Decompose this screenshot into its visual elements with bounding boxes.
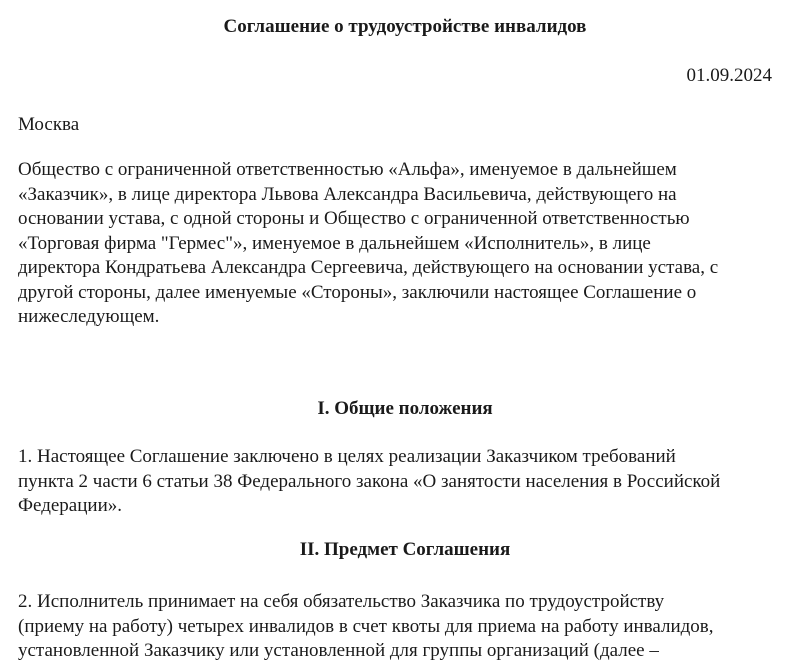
section-2-paragraph (18, 590, 788, 664)
section-1-line: Федерации». (18, 495, 122, 516)
preamble-line: Общество с ограниченной ответственностью «Альфа», именуемое в дальнейшем (18, 159, 677, 180)
document-date: 01.09.2024 (686, 65, 772, 86)
preamble-line: директора Кондратьева Александра Сергеевича, действующего на основании устава, с (18, 257, 719, 278)
section-2-line: (приему на работу) четырех инвалидов в счет квоты для приема на работу инвалидов, (18, 615, 714, 637)
document-title: Соглашение о трудоустройстве инвалидов (223, 16, 587, 37)
section-1-paragraph (18, 445, 788, 519)
preamble-line: «Торговая фирма "Гермес"», именуемое в дальнейшем «Исполнитель», в лице (18, 232, 651, 254)
section-1-heading: I. Общие положения (317, 398, 493, 419)
section-1-line: 1. Настоящее Соглашение заключено в целях реализации Заказчиком требований (18, 446, 676, 467)
section-2-line: 2. Исполнитель принимает на себя обязательство Заказчика по трудоустройству (18, 591, 665, 612)
section-2-heading: II. Предмет Соглашения (299, 539, 511, 560)
preamble-line: «Заказчик», в лице директора Львова Александра Васильевича, действующего на (18, 183, 677, 205)
preamble-line: другой стороны, далее именуемые «Стороны», заключили настоящее Соглашение о (18, 281, 697, 303)
section-1-line: пункта 2 части 6 статьи 38 Федерального закона «О занятости населения в Российской (18, 470, 721, 492)
preamble-line: основании устава, с одной стороны и Общество с ограниченной ответственностью (18, 208, 690, 229)
document-city: Москва (18, 114, 80, 135)
preamble-line: нижеследующем. (18, 306, 160, 327)
preamble-paragraph (18, 158, 788, 330)
section-2-line: установленной Заказчику или установленной для группы организаций (далее – (18, 640, 659, 661)
